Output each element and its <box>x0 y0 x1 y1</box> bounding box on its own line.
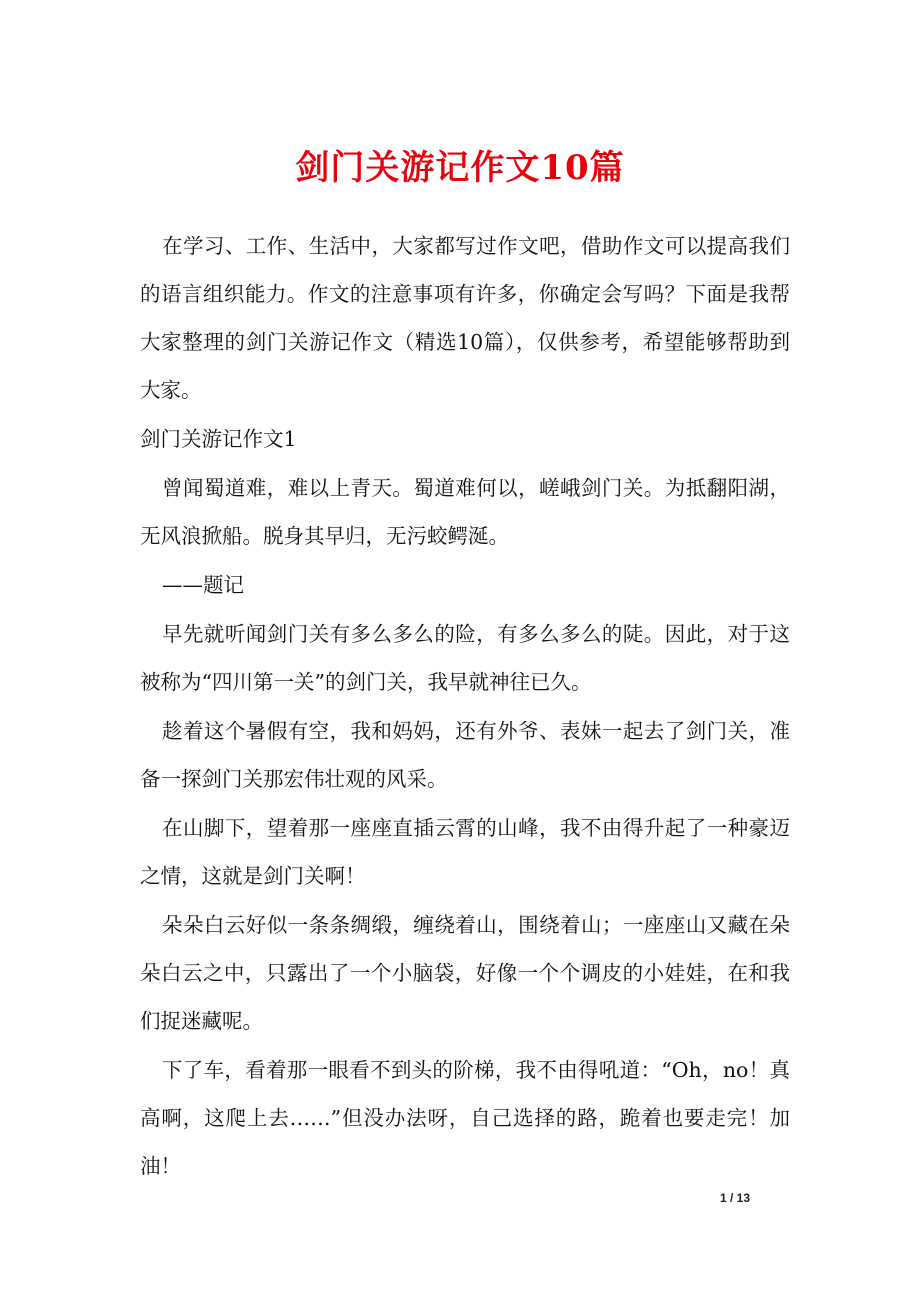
paragraph: 趁着这个暑假有空，我和妈妈，还有外爷、表妹一起去了剑门关，准备一探剑门关那宏伟壮观的风采。 <box>140 719 790 791</box>
paragraph: 朵朵白云好似一条条绸缎，缠绕着山，围绕着山；一座座山又藏在朵朵白云之中，只露出了一个小脑袋，好像一个个调皮的小娃娃，在和我们捉迷藏呢。 <box>140 913 790 1033</box>
paragraph: 下了车，看着那一眼看不到头的阶梯，我不由得吼道：“Oh，no！真高啊，这爬上去……”但没办法呀，自己选择的路，跪着也要走完！加油！ <box>140 1058 790 1178</box>
paragraph: 早先就听闻剑门关有多么多么的险，有多么多么的陡。因此，对于这被称为“四川第一关”的剑门关，我早就神往已久。 <box>140 622 790 694</box>
paragraph-epigraph: ——题记 <box>162 573 244 597</box>
page-number: 1 / 13 <box>720 1191 751 1205</box>
section-heading: 剑门关游记作文1 <box>140 427 297 451</box>
document-title: 剑门关游记作文10篇 <box>295 148 625 188</box>
paragraph-intro: 在学习、工作、生活中，大家都写过作文吧，借助作文可以提高我们的语言组织能力。作文的注意事项有许多，你确定会写吗？下面是我帮大家整理的剑门关游记作文（精选10篇），仅供参考，希望能够帮助到大家。 <box>140 234 790 402</box>
document-body <box>140 222 790 1191</box>
paragraph-poem: 曾闻蜀道难，难以上青天。蜀道难何以，嵯峨剑门关。为抵翻阳湖，无风浪掀船。脱身其早归，无污蛟鳄涎。 <box>140 476 790 548</box>
paragraph: 在山脚下，望着那一座座直插云霄的山峰，我不由得升起了一种豪迈之情，这就是剑门关啊！ <box>140 816 790 888</box>
